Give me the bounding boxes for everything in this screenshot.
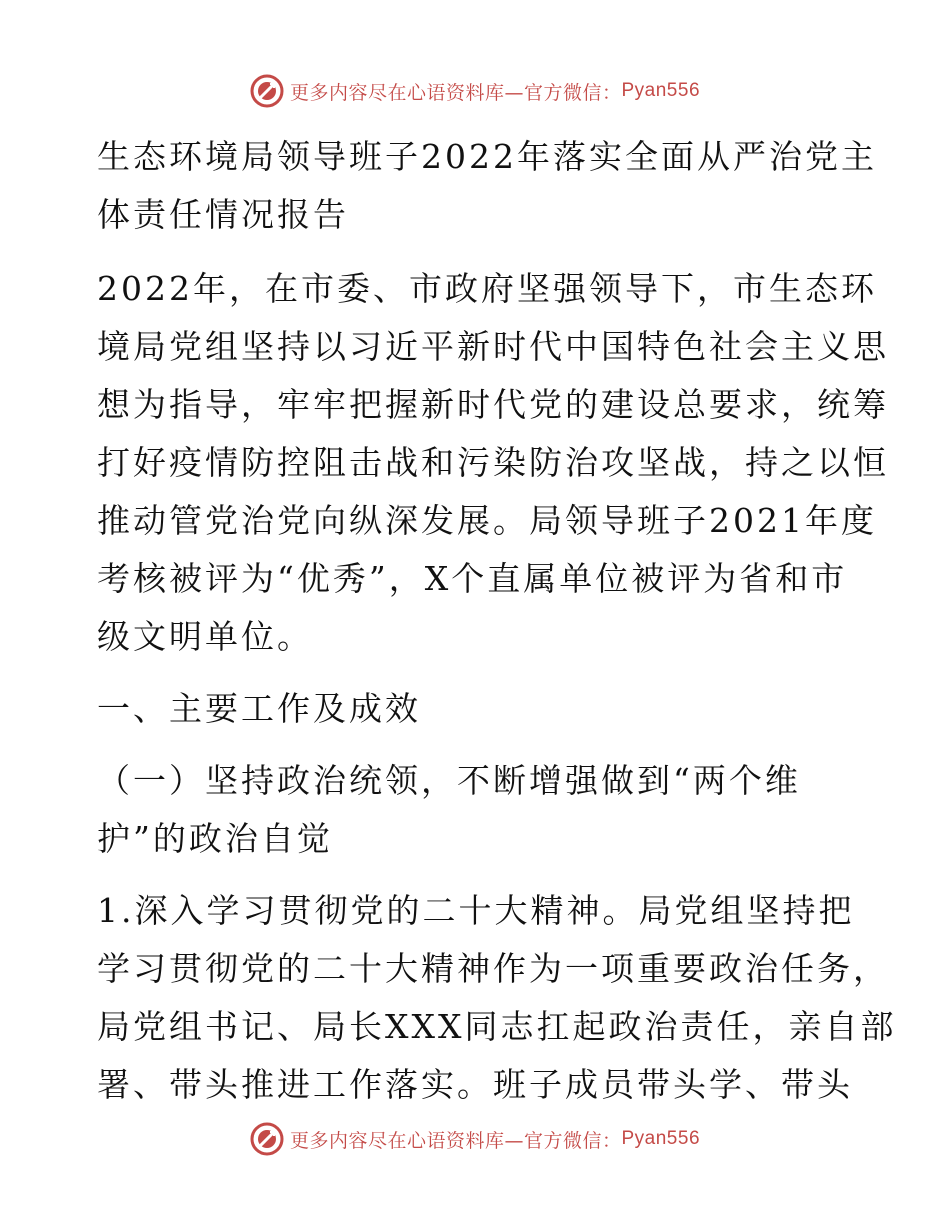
document-body <box>97 128 897 1114</box>
paragraph-line: 境局党组坚持以习近平新时代中国特色社会主义思 <box>97 327 889 366</box>
header-watermark-banner <box>0 74 950 108</box>
body-paragraph <box>97 882 897 1114</box>
paragraph-line: 级文明单位。 <box>97 617 313 656</box>
banner-handle: Pyan556 <box>621 80 701 101</box>
section-heading: 一、主要工作及成效 <box>97 689 421 728</box>
title-line: 生态环境局领导班子2022年落实全面从严治党主 <box>97 137 877 176</box>
banner-handle: Pyan556 <box>621 1128 701 1149</box>
banner-text: 更多内容尽在心语资料库—官方微信： <box>289 1129 622 1152</box>
paragraph-line: 推动管党治党向纵深发展。局领导班子2021年度 <box>97 501 877 540</box>
title-line: 体责任情况报告 <box>97 195 349 234</box>
document-title <box>97 128 877 244</box>
paragraph-line: 1.深入学习贯彻党的二十大精神。局党组坚持把 <box>97 891 855 930</box>
paragraph-line: 2022年，在市委、市政府坚强领导下，市生态环 <box>97 269 877 308</box>
banner-text: 更多内容尽在心语资料库—官方微信： <box>289 81 622 104</box>
paragraph-line: 考核被评为“优秀”，X个直属单位被评为省和市 <box>97 559 848 598</box>
logo-icon <box>250 1122 284 1156</box>
paragraph-line: 学习贯彻党的二十大精神作为一项重要政治任务， <box>97 949 889 988</box>
paragraph-line: 想为指导，牢牢把握新时代党的建设总要求，统筹 <box>97 385 889 424</box>
subsection-heading <box>97 752 857 868</box>
heading-line: 护”的政治自觉 <box>97 819 333 858</box>
paragraph-line: 局党组书记、局长XXX同志扛起政治责任，亲自部 <box>97 1007 897 1046</box>
heading-line: （一）坚持政治统领，不断增强做到“两个维 <box>97 761 801 800</box>
footer-watermark-banner <box>0 1122 950 1156</box>
logo-icon <box>250 74 284 108</box>
paragraph-line: 打好疫情防控阻击战和污染防治攻坚战，持之以恒 <box>97 443 889 482</box>
intro-paragraph <box>97 260 889 666</box>
paragraph-line: 署、带头推进工作落实。班子成员带头学、带头 <box>97 1065 853 1104</box>
